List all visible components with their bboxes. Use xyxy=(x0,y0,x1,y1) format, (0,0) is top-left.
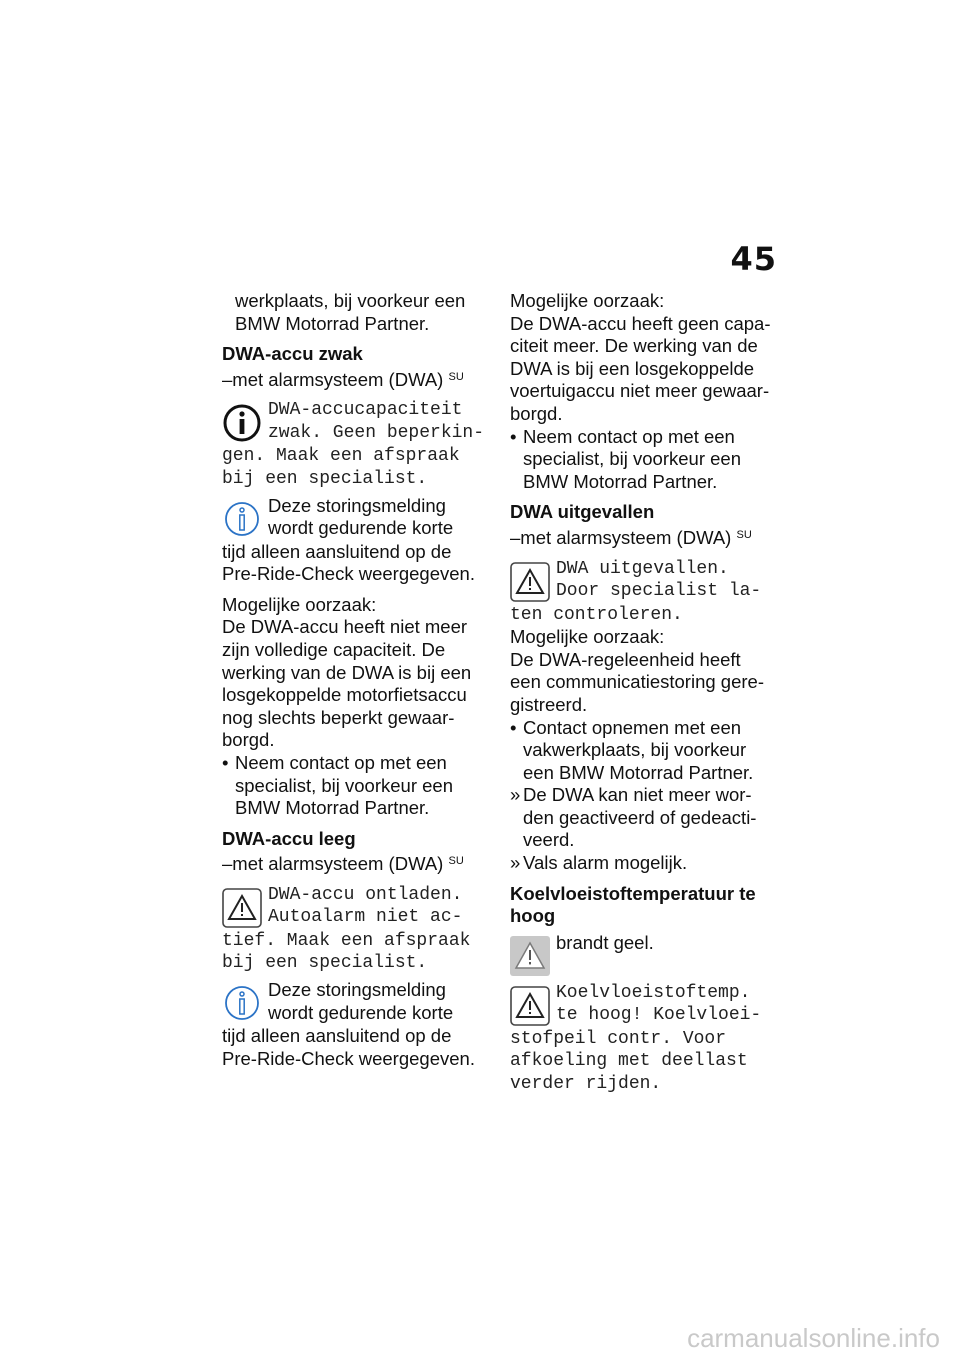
cause-text: De DWA-accu heeft geen capa- xyxy=(510,312,771,334)
result-text: De DWA kan niet meer wor- xyxy=(523,784,752,806)
info-text: Pre-Ride-Check weergegeven. xyxy=(222,563,475,585)
warning-triangle-icon xyxy=(510,562,550,602)
cause-text: citeit meer. De werking van de xyxy=(510,335,758,357)
bullet-text: Contact opnemen met een xyxy=(523,716,742,738)
bullet-dot: • xyxy=(222,751,229,773)
bullet-dot: • xyxy=(510,425,517,447)
section-title: hoog xyxy=(510,905,556,927)
bullet-dot: • xyxy=(510,716,517,738)
intro-line: BMW Motorrad Partner. xyxy=(235,312,430,334)
cause-text: nog slechts beperkt gewaar- xyxy=(222,706,455,728)
page-number: 45 xyxy=(730,240,777,278)
display-text: gen. Maak een afspraak xyxy=(222,446,460,467)
display-text: DWA uitgevallen. xyxy=(556,558,729,579)
info-text: wordt gedurende korte xyxy=(268,517,454,539)
section-subtitle: –met alarmsysteem (DWA) $^{SU}$ xyxy=(222,368,464,390)
display-text: stofpeil contr. Voor xyxy=(510,1028,727,1049)
result-arrow: » xyxy=(510,852,521,874)
action-bullet xyxy=(510,426,778,494)
action-bullet xyxy=(510,717,778,785)
display-text: Door specialist la- xyxy=(556,581,762,602)
warning-triangle-icon xyxy=(222,888,262,928)
result-item xyxy=(510,852,778,875)
info-text: Deze storingsmelding xyxy=(268,979,446,1001)
display-text: Koelvloeistoftemp. xyxy=(556,982,751,1003)
display-text: Autoalarm niet ac- xyxy=(268,907,463,928)
info-text: Deze storingsmelding xyxy=(268,494,446,516)
result-text: den geactiveerd of gedeacti- xyxy=(523,806,757,828)
bullet-text: Neem contact op met een xyxy=(523,425,735,447)
warning-triangle-icon xyxy=(510,986,550,1026)
cause-text: een communicatiestoring gere- xyxy=(510,671,764,693)
result-arrow: » xyxy=(510,784,521,806)
cause-text: voertuigaccu niet meer gewaar- xyxy=(510,380,770,402)
section-title: DWA uitgevallen xyxy=(510,501,655,523)
display-text: bij een specialist. xyxy=(222,953,428,974)
bullet-text: Neem contact op met een xyxy=(235,751,447,773)
left-column xyxy=(222,290,490,1070)
cause-text: De DWA-accu heeft niet meer xyxy=(222,616,468,638)
cause-text: werking van de DWA is bij een xyxy=(222,661,472,683)
cause-text: gistreerd. xyxy=(510,693,588,715)
cause-text: borgd. xyxy=(510,402,563,424)
warning-lamp-row xyxy=(510,932,778,976)
display-text: zwak. Geen beperkin- xyxy=(268,422,485,443)
bullet-text: BMW Motorrad Partner. xyxy=(235,797,430,819)
intro-line: werkplaats, bij voorkeur een xyxy=(235,290,466,311)
section-title: DWA-accu zwak xyxy=(222,343,363,365)
su-superscript: SU xyxy=(448,370,464,383)
section-subtitle: –met alarmsysteem (DWA) $^{SU}$ xyxy=(510,526,752,548)
display-text: DWA-accucapaciteit xyxy=(268,400,463,421)
bullet-text: specialist, bij voorkeur een xyxy=(235,774,453,796)
bullet-text: specialist, bij voorkeur een xyxy=(523,448,741,470)
su-superscript: SU xyxy=(448,855,464,868)
cause-label: Mogelijke oorzaak: xyxy=(510,290,665,311)
lamp-text: brandt geel. xyxy=(556,931,654,953)
result-text: veerd. xyxy=(523,829,575,851)
warning-lamp-icon xyxy=(510,936,550,976)
section-subtitle: –met alarmsysteem (DWA) $^{SU}$ xyxy=(222,853,464,875)
display-message-block xyxy=(510,558,778,627)
info-note xyxy=(222,979,490,1070)
display-text: verder rijden. xyxy=(510,1074,662,1095)
display-message-block xyxy=(222,399,490,490)
cause-text: losgekoppelde motorfietsaccu xyxy=(222,684,467,706)
action-bullet xyxy=(222,752,490,820)
right-column xyxy=(510,290,778,1096)
display-text: tief. Maak een afspraak xyxy=(222,930,471,951)
info-black-icon xyxy=(222,403,262,443)
display-text: DWA-accu ontladen. xyxy=(268,884,463,905)
section-title: Koelvloeistoftemperatuur te xyxy=(510,882,756,904)
bullet-text: vakwerkplaats, bij voorkeur xyxy=(523,739,747,761)
info-text: wordt gedurende korte xyxy=(268,1001,454,1023)
cause-text: De DWA-regeleenheid heeft xyxy=(510,648,741,670)
info-blue-icon xyxy=(222,983,262,1023)
info-text: tijd alleen aansluitend op de xyxy=(222,540,452,562)
bullet-text: BMW Motorrad Partner. xyxy=(523,470,718,492)
display-message-block xyxy=(510,982,778,1096)
result-item xyxy=(510,784,778,852)
cause-text: borgd. xyxy=(222,729,275,751)
display-message-block xyxy=(222,884,490,975)
display-text: bij een specialist. xyxy=(222,468,428,489)
cause-text: DWA is bij een losgekoppelde xyxy=(510,357,755,379)
su-superscript: SU xyxy=(736,528,752,541)
cause-text: zijn volledige capaciteit. De xyxy=(222,638,446,660)
cause-label: Mogelijke oorzaak: xyxy=(510,626,665,648)
result-text: Vals alarm mogelijk. xyxy=(523,852,688,874)
section-title: DWA-accu leeg xyxy=(222,827,356,849)
display-text: te hoog! Koelvloei- xyxy=(556,1005,762,1026)
watermark: carmanualsonline.info xyxy=(687,1323,940,1353)
info-blue-icon xyxy=(222,499,262,539)
display-text: afkoeling met deellast xyxy=(510,1051,748,1072)
bullet-text: een BMW Motorrad Partner. xyxy=(523,761,754,783)
cause-label: Mogelijke oorzaak: xyxy=(222,593,377,615)
display-text: ten controleren. xyxy=(510,604,683,625)
info-text: tijd alleen aansluitend op de xyxy=(222,1025,452,1047)
info-text: Pre-Ride-Check weergegeven. xyxy=(222,1047,475,1069)
info-note xyxy=(222,495,490,586)
